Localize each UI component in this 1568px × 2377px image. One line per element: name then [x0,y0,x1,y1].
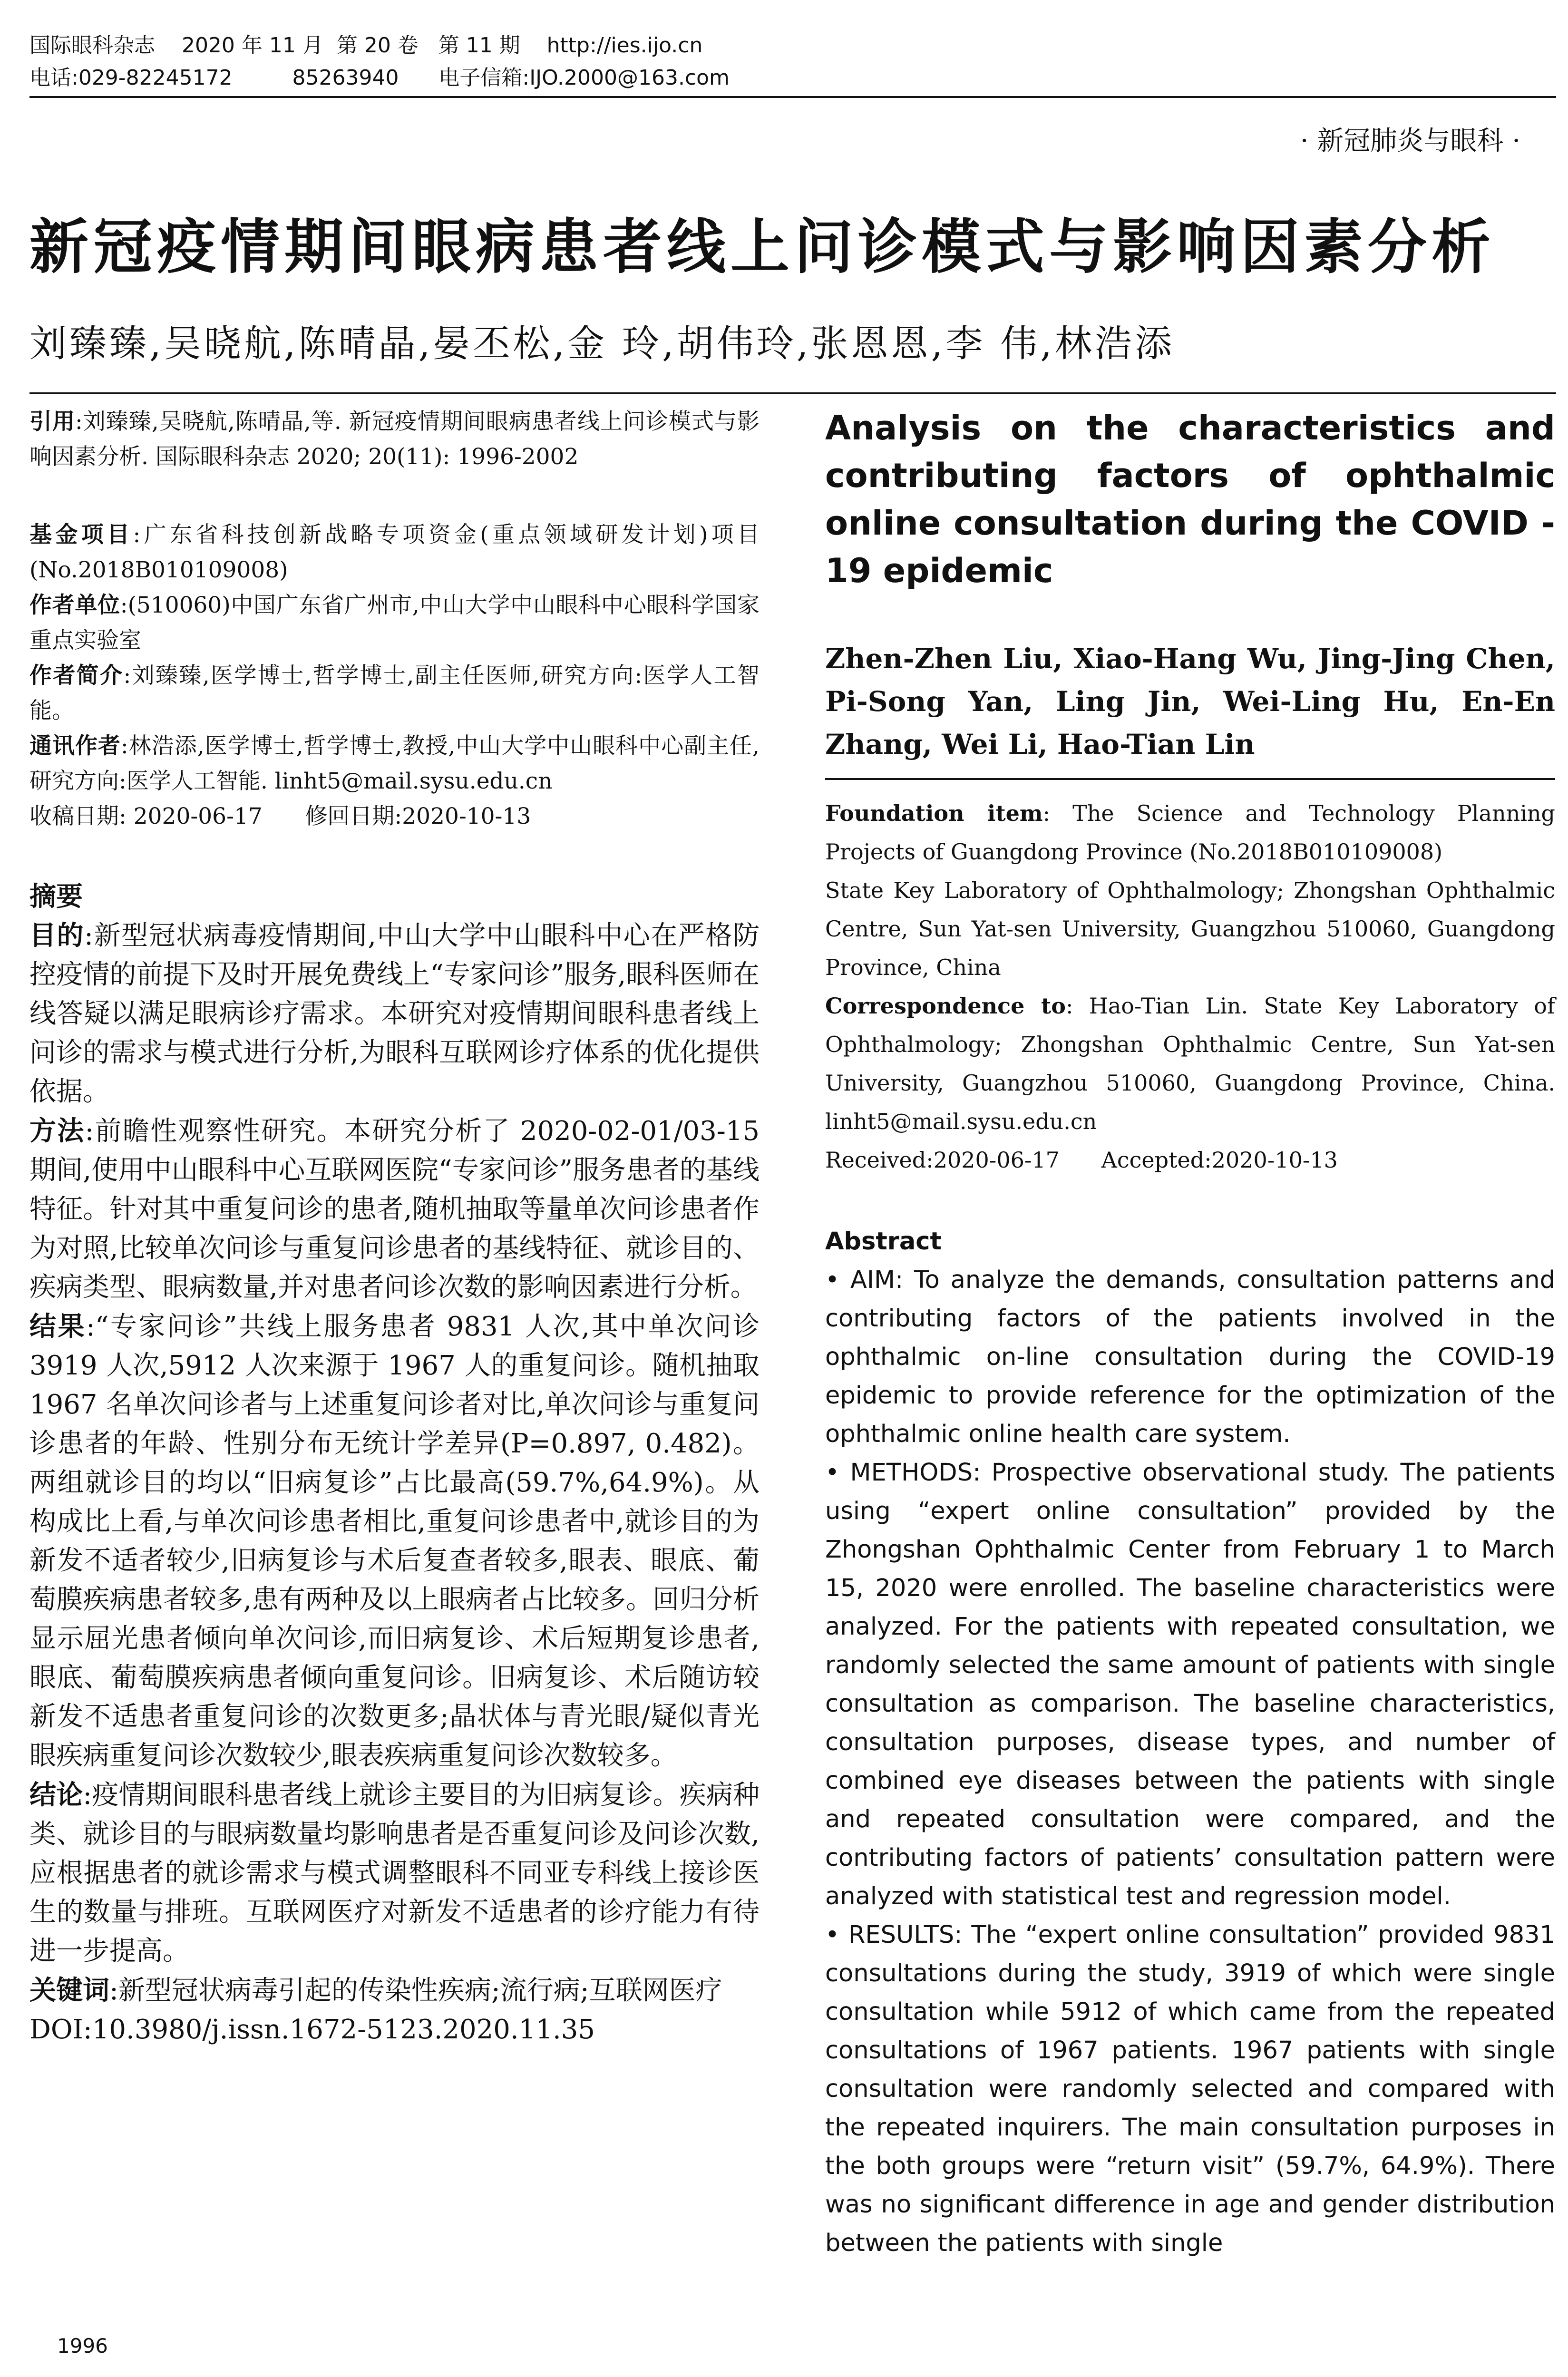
right-column [825,404,1555,2262]
keywords-text: :新型冠状病毒引起的传染性疾病;流行病;互联网医疗 [109,1975,722,2006]
corresponding-author-label: 通讯作者 [29,733,121,759]
corresponding-author [29,729,760,799]
citation-label: 引用 [29,409,76,435]
abstract-method [29,1111,760,1307]
authors-rule [825,778,1555,780]
abstract-aim-label: 目的 [29,920,85,951]
abstract-en-results: • RESULTS: The “expert online consultation” provided 9831 consultations during the study, 3919 of which were single consultation while 5912 of which came from the repeated consultations of 1967 patients. 1967 patients with single consultation were randomly selected and compared with the repeated inquirers. The main consultation purposes in the both groups were “return visit” (59.7%, 64.9%). There was no significant difference in age and gender distribution between the patients with single [825,1921,1555,2257]
affiliation-label: 作者单位 [29,592,120,618]
abstract-conclusion-label: 结论 [29,1779,83,1811]
section-tag: · 新冠肺炎与眼科 · [1300,126,1520,156]
authors-en: Zhen-Zhen Liu, Xiao-Hang Wu, Jing-Jing Chen, Pi-Song Yan, Ling Jin, Wei-Ling Hu, En-En Zhang, Wei Li, Hao-Tian Lin [825,643,1555,760]
funding-label: 基金项目 [29,522,133,548]
funding [29,517,760,588]
received-accepted-en: Received:2020-06-17 Accepted:2020-10-13 [825,1147,1338,1173]
abstract-en-aim: • AIM: To analyze the demands, consultation patterns and contributing factors of the patients involved in the ophthalmic on-line consultation during the COVID-19 epidemic to provide reference for the optimization of the ophthalmic online health care system. [825,1266,1555,1448]
author-bio [29,658,760,729]
doi: DOI:10.3980/j.issn.1672-5123.2020.11.35 [29,2014,595,2045]
article-title-en: Analysis on the characteristics and contributing factors of ophthalmic online consultation during the COVID - 19 epidemic [825,409,1555,590]
correspondence-en-label: Correspondence to [825,993,1066,1019]
foundation-item-label: Foundation item [825,800,1043,826]
journal-header-line-2: 电话:029-82245172 85263940 电子信箱:IJO.2000@163.com [29,66,730,90]
abstract-result-text: :“专家问诊”共线上服务患者 9831 人次,其中单次问诊 3919 人次,5912 人次来源于 1967 人的重复问诊。随机抽取 1967 名单次问诊者与上述重复问诊者对比,单次问诊与重复问诊患者的年龄、性别分布无统计学差异(P=0.897, 0.482)。两组就诊目的均以“旧病复诊”占比最高(59.7%,64.9%)。从构成比上看,与单次问诊患者相比,重复问诊患者中,就诊目的为新发不适者较少,旧病复诊与术后复查者较多,眼表、眼底、葡萄膜疾病患者较多,患有两种及以上眼病者占比较多。回归分析显示屈光患者倾向单次问诊,而旧病复诊、术后短期复诊患者,眼底、葡萄膜疾病患者倾向重复问诊。旧病复诊、术后随访较新发不适患者重复问诊的次数更多;晶状体与青光眼/疑似青光眼疾病重复问诊次数较少,眼表疾病重复问诊次数较多。 [29,1311,760,1771]
citation-text: :刘臻臻,吴晓航,陈晴晶,等. 新冠疫情期间眼病患者线上问诊模式与影响因素分析. 国际眼科杂志 2020; 20(11): 1996-2002 [29,409,760,470]
citation [29,404,760,475]
abstract-conclusion-text: :疫情期间眼科患者线上就诊主要目的为旧病复诊。疾病种类、就诊目的与眼病数量均影响患者是否重复问诊及问诊次数,应根据患者的就诊需求与模式调整眼科不同亚专科线上接诊医生的数量与排班。互联网医疗对新发不适患者的诊疗能力有待进一步提高。 [29,1780,760,1967]
author-bio-text: :刘臻臻,医学博士,哲学博士,副主任医师,研究方向:医学人工智能。 [29,662,760,724]
abstract-aim [29,916,760,1111]
corresponding-author-text: :林浩添,医学博士,哲学博士,教授,中山大学中山眼科中心副主任,研究方向:医学人工智能. linht5@mail.sysu.edu.cn [29,733,760,794]
article-title-cn: 新冠疫情期间眼病患者线上问诊模式与影响因素分析 [29,213,1496,282]
foundation-item [825,794,1555,871]
correspondence-en [825,987,1555,1141]
abstract-method-label: 方法 [29,1115,85,1147]
title-rule [29,392,1556,394]
keywords [29,1971,760,2010]
authors-cn: 刘臻臻,吴晓航,陈晴晶,晏丕松,金 玲,胡伟玲,张恩恩,李 伟,林浩添 [29,322,1175,365]
abstract-heading-cn: 摘要 [29,881,83,912]
funding-text: :广东省科技创新战略专项资金(重点领域研发计划)项目(No.2018B010109008) [29,522,760,583]
author-bio-label: 作者简介 [29,662,124,689]
abstract-conclusion [29,1775,760,1971]
correspondence-en-text: : Hao-Tian Lin. State Key Laboratory of Ophthalmology; Zhongshan Ophthalmic Centre, Sun Yat-sen University, Guangzhou 510060, Guangdong Province, China. linht5@mail.sysu.edu.cn [825,993,1555,1134]
abstract-result [29,1307,760,1775]
affiliation-en: State Key Laboratory of Ophthalmology; Zhongshan Ophthalmic Centre, Sun Yat-sen University, Guangzhou 510060, Guangdong Province, China [825,877,1555,980]
keywords-label: 关键词 [29,1975,109,2006]
page-number: 1996 [57,2334,108,2358]
left-column [29,404,760,2049]
abstract-method-text: :前瞻性观察性研究。本研究分析了 2020-02-01/03-15期间,使用中山眼科中心互联网医院“专家问诊”服务患者的基线特征。针对其中重复问诊的患者,随机抽取等量单次问诊患者作为对照,比较单次问诊与重复问诊患者的基线特征、就诊目的、疾病类型、眼病数量,并对患者问诊次数的影响因素进行分析。 [29,1116,760,1303]
abstract-heading-en: Abstract [825,1227,942,1256]
abstract-aim-text: :新型冠状病毒疫情期间,中山大学中山眼科中心在严格防控疫情的前提下及时开展免费线上“专家问诊”服务,眼科医师在线答疑以满足眼病诊疗需求。本研究对疫情期间眼科患者线上问诊的需求与模式进行分析,为眼科互联网诊疗体系的优化提供依据。 [29,920,760,1107]
received-dates: 收稿日期: 2020-06-17 修回日期:2020-10-13 [29,803,531,829]
affiliation-text: :(510060)中国广东省广州市,中山大学中山眼科中心眼科学国家重点实验室 [29,592,760,653]
foundation-item-text: : The Science and Technology Planning Projects of Guangdong Province (No.2018B010109008) [825,800,1555,865]
affiliation [29,588,760,658]
abstract-result-label: 结果 [29,1311,86,1342]
header-rule [29,96,1556,98]
journal-header-line-1: 国际眼科杂志 2020 年 11 月 第 20 卷 第 11 期 http://ies.ijo.cn [29,33,703,58]
abstract-en-methods: • METHODS: Prospective observational study. The patients using “expert online consultation” provided by the Zhongshan Ophthalmic Center from February 1 to March 15, 2020 were enrolled. The baseline characteristics were analyzed. For the patients with repeated consultation, we randomly selected the same amount of patients with single consultation as comparison. The baseline characteristics, consultation purposes, disease types, and number of combined eye diseases between the patients with single and repeated consultation were compared, and the contributing factors of patients’ consultation pattern were analyzed with statistical test and regression model. [825,1459,1555,1910]
